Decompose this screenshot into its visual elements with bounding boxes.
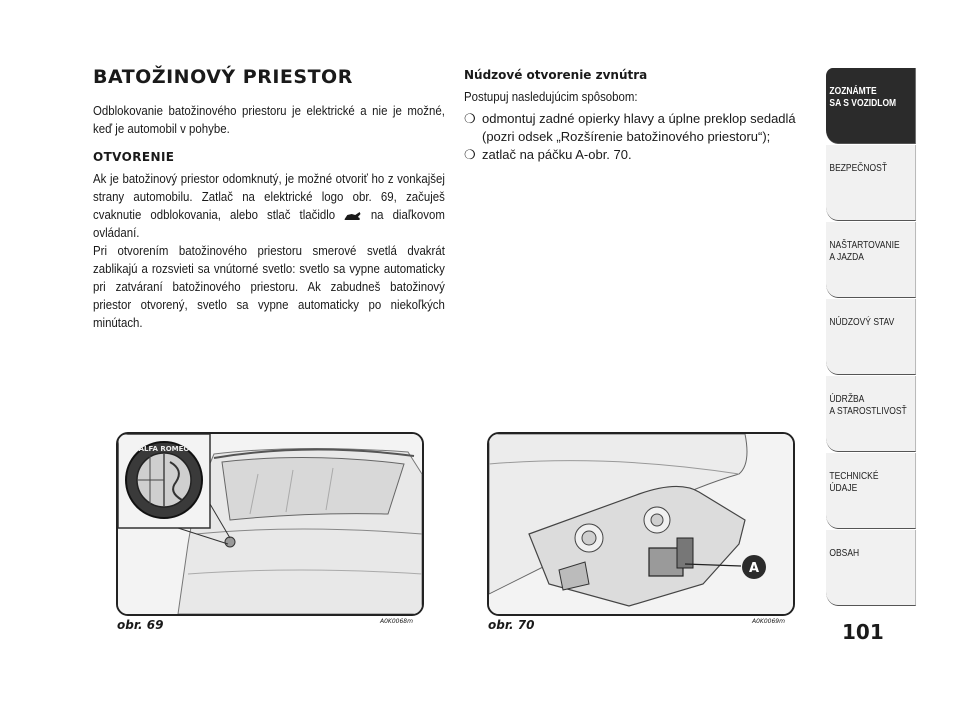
emergency-heading: Núdzové otvorenie zvnútra bbox=[464, 68, 648, 82]
right-column bbox=[464, 68, 814, 164]
figure-69-label: obr. 69 bbox=[117, 618, 164, 632]
figure-69-illustration bbox=[116, 432, 424, 616]
figure-70-illustration bbox=[487, 432, 795, 616]
badge-text: ALFA ROMEO bbox=[138, 445, 190, 453]
tab-contents[interactable]: OBSAH bbox=[826, 530, 916, 606]
tab-getting-to-know[interactable]: ZOZNÁMTE SA S VOZIDLOM bbox=[826, 68, 916, 144]
callout-a-label: A bbox=[748, 561, 760, 576]
opening-paragraph bbox=[93, 170, 445, 242]
figure-69-code: A0K0068m bbox=[380, 618, 413, 625]
opening-text-a: Ak je batožinový priestor odomknutý, je možné otvoriť ho z vonkajšej strany automobilu. Zatlač na elektrické logo obr. 69, začuješ cvaknutie odblokovania, alebo stlač tlačidlo bbox=[93, 171, 445, 222]
bullet-icon: ❍ bbox=[464, 147, 476, 162]
page-number: 101 bbox=[842, 620, 884, 644]
tab-technical-data[interactable]: TECHNICKÉ ÚDAJE bbox=[826, 453, 916, 529]
intro-paragraph: Odblokovanie batožinového priestoru je elektrické a nie je možné, keď je automobil v pohybe. bbox=[93, 103, 445, 136]
emergency-intro: Postupuj nasledujúcim spôsobom: bbox=[464, 89, 638, 104]
list-item bbox=[464, 110, 814, 146]
bullet-text: odmontuj zadné opierky hlavy a úplne preklop sedadlá (pozri odsek „Rozšírenie batožinového priestoru“); bbox=[482, 111, 796, 144]
car-rear-drawing bbox=[118, 434, 422, 614]
bullet-icon: ❍ bbox=[464, 111, 476, 126]
opening-text-b: na diaľkovom ovládaní. bbox=[93, 207, 445, 240]
tab-maintenance[interactable]: ÚDRŽBA A STAROSTLIVOSŤ bbox=[826, 376, 916, 452]
seat-lever-drawing bbox=[489, 434, 793, 614]
tab-emergency[interactable]: NÚDZOVÝ STAV bbox=[826, 299, 916, 375]
tab-safety[interactable]: BEZPEČNOSŤ bbox=[826, 145, 916, 221]
lights-paragraph: Pri otvorením batožinového priestoru smerové svetlá dvakrát zablikajú a rozsvieti sa vnútorné svetlo: svetlo sa vypne automaticky pri zatváraní batožinového priestoru. Ak zabudneš batožinový priestor otvorený, svetlo sa vypne automaticky po niekoľkých minútach. bbox=[93, 243, 445, 330]
left-column bbox=[93, 66, 445, 332]
subsection-title: OTVORENIE bbox=[93, 150, 175, 164]
trunk-open-icon bbox=[344, 211, 362, 221]
section-title: BATOŽINOVÝ PRIESTOR bbox=[93, 66, 353, 88]
list-item bbox=[464, 146, 814, 164]
tab-starting-driving[interactable]: NAŠTARTOVANIE A JAZDA bbox=[826, 222, 916, 298]
bullet-text: zatlač na páčku A-obr. 70. bbox=[482, 147, 632, 162]
figure-70-code: A0K0069m bbox=[752, 618, 785, 625]
figure-70-label: obr. 70 bbox=[488, 618, 535, 632]
chapter-sidebar bbox=[826, 68, 916, 607]
